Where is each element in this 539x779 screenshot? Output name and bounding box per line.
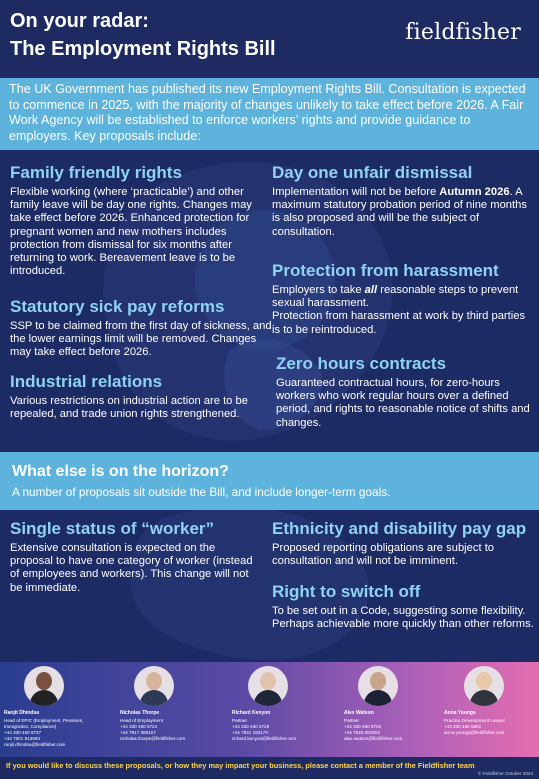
day-one-section [272,163,530,239]
worker-status-section [10,519,260,595]
copyright: © Fieldfisher October 2024 [478,771,533,776]
contact-details [120,718,223,742]
contact-name: Ranjit Dhindsa [4,710,40,716]
contact-role: Partner [344,718,360,723]
zero-hours-section [276,354,532,430]
contact-email[interactable]: richard.kenyon@fieldfisher.com [232,736,297,741]
contact-card [2,666,107,756]
avatar [358,666,398,706]
worker-status-title: Single status of “worker” [10,519,215,538]
title-line-2: The Employment Rights Bill [10,38,276,60]
switch-off-title: Right to switch off [272,582,421,601]
pay-gap-text: Proposed reporting obligations are subject to consultation and will not be imminent. [272,542,495,568]
avatar [134,666,174,706]
harassment-text-2: Protection from harassment at work by third parties is to be reintroduced. [272,310,526,336]
family-friendly-text: Flexible working (where ‘practicable’) and other family leave will be day one rights. Changes may take effect before 2026. Enhanced protection for pregnant women and new mothers includes protection from dismissal for six months after returning to work. Bereavement leave is to be introduced. [10,186,252,278]
pay-gap-section [272,519,534,568]
contact-details [444,718,537,736]
contact-email[interactable]: nicholas.thorpe@fieldfisher.com [120,736,186,741]
day-one-title: Day one unfair dismissal [272,163,473,182]
family-friendly-title: Family friendly rights [10,163,182,182]
horizon-proposals-section [0,510,539,662]
harassment-text [272,284,534,310]
contact-card [230,666,335,756]
fieldfisher-logo: fieldfisher [405,20,521,45]
ssp-title: Statutory sick pay reforms [10,297,225,316]
intro-text: The UK Government has published its new Employment Rights Bill. Consultation is expected to commence in 2025, with the majority of changes unlikely to take effect before 2026. A Fair Work Agency will be established to enforce workers’ rights and provide guidance to employers. Key proposals include: [9,82,526,143]
day-one-text-bold: Autumn 2026 [439,186,510,198]
ssp-section [10,297,275,360]
contact-card [118,666,223,756]
avatar [464,666,504,706]
day-one-text [272,186,530,239]
zero-hours-title: Zero hours contracts [276,354,447,373]
ssp-text: SSP to be claimed from the first day of sickness, and the lower earnings limit will be removed. Changes may take effect before 2026. [10,320,272,359]
contact-mobile: +44 7901 913993 [4,736,40,741]
worker-status-text: Extensive consultation is expected on the proposal to have one category of worker (instead of employees and workers). This change will not be immediate. [10,542,253,594]
contact-name: Nicholas Thorpe [120,710,160,716]
contact-role: Head of Employment [120,718,163,723]
header [0,0,539,78]
contact-details [344,718,447,742]
harassment-text-a: Employers to take [272,284,365,296]
harassment-section [272,261,534,337]
contact-phone: +44 330 460 6703 [344,724,382,729]
contact-card [342,666,447,756]
horizon-title: What else is on the horizon? [12,463,229,480]
contact-role: Head of EPIC (Employment, Pensions, Immigration, Compliance) [4,718,84,729]
contact-phone: +44 330 460 6724 [120,724,158,729]
contact-email[interactable]: ranjit.dhindsa@fieldfisher.com [4,742,66,747]
contacts-strip [0,662,539,757]
switch-off-text: To be set out in a Code, suggesting some flexibility. Perhaps achievable more quickly than other reforms. [272,605,534,631]
harassment-text-bold: all [364,284,378,296]
title-line-1: On your radar: [10,10,149,32]
horizon-text: A number of proposals sit outside the Bill, and include longer-term goals. [12,485,391,499]
contact-details [232,718,335,742]
intro-band [0,78,539,150]
contact-phone: +44 330 460 5901 [444,724,482,729]
contact-name: Richard Kenyon [232,710,271,716]
family-friendly-section [10,163,265,278]
industrial-relations-section [10,372,265,421]
contact-details [4,718,107,748]
contact-card [442,666,537,756]
contact-mobile: +44 7917 086107 [120,730,156,735]
pay-gap-title: Ethnicity and disability pay gap [272,519,527,538]
contact-phone: +44 330 460 6729 [232,724,270,729]
contact-email[interactable]: anna.youngs@fieldfisher.com [444,730,505,735]
footer-cta: If you would like to discuss these proposals, or how they may impact your business, please contact a member of the Fieldfisher team [6,761,475,770]
contact-name: Alex Watson [344,710,374,716]
key-proposals-section [0,150,539,452]
day-one-text-a: Implementation will not be before [272,186,440,198]
industrial-relations-text: Various restrictions on industrial action are to be repealed, and trade union rights strengthened. [10,395,248,421]
industrial-relations-title: Industrial relations [10,372,163,391]
harassment-title: Protection from harassment [272,261,499,280]
harassment-text-b: reasonable steps to prevent sexual harassment. [272,284,519,310]
zero-hours-text: Guaranteed contractual hours, for zero-hours workers who work regular hours over a defined period, and rights to reasonable notice of shifts and changes. [276,377,530,429]
contact-mobile: +44 7831 193170 [232,730,268,735]
avatar [24,666,64,706]
horizon-band [0,452,539,510]
footer [0,757,539,779]
avatar [248,666,288,706]
contact-email[interactable]: alex.watson@fieldfisher.com [344,736,403,741]
contact-role: Partner [232,718,248,723]
day-one-text-b: . A maximum statutory probation period of nine months is also proposed and will be the subject of consultation. [272,186,527,238]
contact-phone: +44 330 460 6737 [4,730,42,735]
switch-off-section [272,582,534,631]
contact-role: Practice Development Lawyer [444,718,506,723]
contact-mobile: +44 7545 063903 [344,730,380,735]
contact-name: Anna Youngs [444,710,476,716]
